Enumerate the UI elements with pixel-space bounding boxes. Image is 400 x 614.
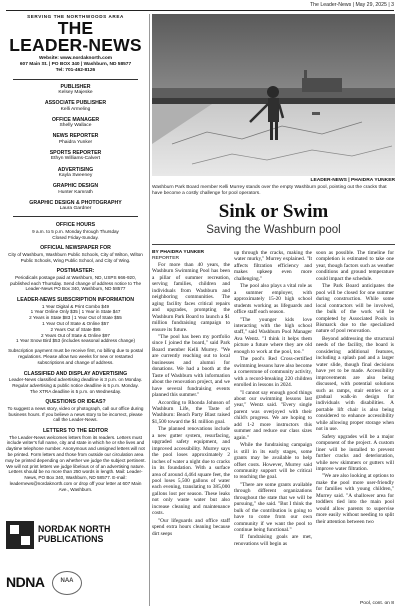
article-paragraph: "We are also looking at options to make the pool more user-friendly for families with young children," Murrey said. "A shallower area for toddlers tied into the main pool would allow parents to supervise more easily without needing to split their attention between two (316, 473, 394, 525)
photo-caption: Washburn Park Board member Kelli Murrey stands over the empty Washburn pool, pointing out the cracks that have become a costly challenge for pool operators. (152, 185, 387, 196)
staff-entry (5, 150, 146, 163)
staff-list (5, 84, 146, 213)
letters-heading: LETTERS TO THE EDITOR (43, 428, 108, 435)
subscription-text: 1 Year Digital & Print Combo $49 1 Year Online Only $35 | 1 Year in State $47 2 Years in State $83 | 1 Year Out of State $55 1 Year Out of State & Online $57 2 Years Out of State $95 2 Years Out of State & Online $97 1 Year Snow Bird $53 (includes seasonal address change) (15, 303, 135, 344)
masthead-tagline: SERVING THE NORTHWOODS AREA (27, 14, 124, 19)
staff-role: PUBLISHER (60, 83, 91, 90)
article-paragraph: According to Rhonda Johnson of Washburn Life, the Taste of Washburn: Beach Party Blast raised $1,500 toward the $1 million goal. (152, 399, 230, 425)
subscription-note: Subscription payment must be receive first, no billing due to postal regulations. Please allow two weeks for new or restarted subscriptions and change of address. (8, 348, 143, 365)
article-subhead: Saving the Washburn pool (206, 224, 341, 236)
article-paragraph: For more than 40 years, the Washburn Swimming Pool has been a pillar of summer recreation, serving families, children and individuals from Washburn and neighboring communities. The aging facility faces critical repairs and upgrades, prompting the Washburn Park Board to launch a $1 million fundraising campaign to ensure its future. (152, 262, 230, 333)
official-newspaper-heading: OFFICIAL NEWSPAPER FOR (40, 245, 111, 252)
continued-notice: Pool, cont. on 8 (360, 601, 394, 606)
header-rule (6, 10, 394, 11)
staff-name: Laura Gardner (59, 206, 92, 212)
nordak-logo-mark-icon (6, 521, 34, 549)
staff-entry (5, 183, 146, 196)
staff-role: NEWS REPORTER (52, 133, 99, 140)
publication-name: THE LEADER-NEWS (9, 18, 142, 55)
advertising-heading: CLASSIFIED AND DISPLAY ADVERTISING (23, 370, 128, 377)
staff-name: Shelly Wallace (59, 123, 92, 129)
article-paragraph: "I cannot say enough good things about our swimming lessons last year," Wentz said. "Every single parent was overjoyed with their child's progress. We are hoping to add 1-2 more instructors this summer and reduce our class sizes again." (234, 389, 312, 441)
article-paragraph: up through the cracks, making the water murky," Murrey explained. "It affects filtration efficiency and makes upkeep even more challenging." (234, 250, 312, 282)
official-newspaper-text: City of Washburn, Washburn Public Schools, City of Wilton, Wilton Public Schools, Wing Public School, and City of Wing. (8, 251, 143, 263)
article-paragraph: "There are some grants available through different organizations throughout the state that we will be pursuing," she said. "But I think the bulk of the contribution is going to have to come from our own community if we want the pool to continue being functional." (234, 481, 312, 534)
byline-role: REPORTER (152, 256, 180, 261)
nordak-north-logo (6, 521, 136, 557)
page-info: The Leader-News | May 29, 2025 | 3 (309, 2, 394, 8)
info-sections (5, 222, 146, 492)
office-hours-text: 9 a.m. to 5 p.m. Monday through Thursday Closed Friday-Sunday. (32, 228, 119, 240)
staff-entry (5, 200, 146, 213)
staff-role: GRAPHIC DESIGN & PHOTOGRAPHY (29, 199, 122, 206)
article-column-3 (316, 250, 394, 600)
address-text: 607 Main St. | PO BOX 340 | Washburn, ND 58577 (19, 62, 132, 68)
website-text: Website: www.nordaknorth.com (38, 56, 113, 61)
article-paragraph: "The pool has been my portfolio since I joined the board," said Park Board member Kelli Murrey. "We are currently reaching out to local businesses and alumni for donations. We had a booth at the Taste of Washburn with information about the renovation project, and we have several fundraising events planned this summer." (152, 333, 230, 399)
letters-text: The Leader-News welcomes letters from its readers. Letters must include writer's full name, city and state in which he or she lives and daytime telephone number. Anonymous and unsigned letters will not be printed. Form letters and those from outside our circulation area may be printed depending on whether we judge the subject pertinent. We will not print letters we judge libelous or of an advertising nature. Letters should be no more than 250 words in length. Mail: Leader-News, PO Box 340, Washburn, ND 58577. E-mail: leadernews@nordaknorth.com or drop off your letter at 607 Main Ave., Washburn. (5, 434, 146, 492)
masthead-rule (13, 79, 138, 80)
article-paragraph: The pool's Red Cross-certified swimming lessons have also become a cornerstone of community activity, with a record-breaking 220 children enrolled in lessons in 2024. (234, 356, 312, 389)
staff-entry (5, 133, 146, 146)
masthead-rule (13, 216, 138, 217)
ndna-logo: NDNA (6, 574, 45, 590)
article-paragraph: soon as possible. The timeline for completion is estimated to take one year, though factors such as weather conditions and ground temperature could impact the schedule. (316, 250, 394, 282)
subscription-heading: LEADER-NEWS SUBSCRIPTION INFORMATION (17, 297, 134, 304)
article-headline: Sink or Swim (218, 201, 329, 222)
phone-text: Tel: 701-462-8126 (55, 68, 96, 74)
pool-photo (152, 14, 395, 176)
postmaster-text: Periodicals postage paid at Washburn, ND, USPS 666-920, published each Thursday. Send change of address notice to The Leader-News PO Box 340, Washburn, ND 58577 (9, 274, 141, 292)
staff-role: ASSOCIATE PUBLISHER (44, 100, 107, 107)
office-hours-heading: OFFICE HOURS (55, 222, 96, 229)
photo-credit: LEADER-NEWS | PHAIDRA YUNKER (310, 178, 395, 183)
contact-block (5, 56, 146, 75)
staff-entry (5, 100, 146, 113)
staff-name: Kelsey Majeske (58, 90, 93, 96)
staff-entry (5, 117, 146, 130)
staff-name: Hunter Kamrath (58, 189, 93, 195)
column-divider (149, 14, 150, 606)
staff-name: Kayla Sweeney (58, 173, 93, 179)
article-paragraph: The planned renovations include a new gutter system, resurfacing, upgraded safety equipment, and improved accessibility. Murrey says the pool loses approximately 2 inches of water a night due to cracks in its foundation. With a surface area of around 4,464 square feet, the pool loses 5,500 gallons of water each evening, translating to 385,000 gallons lost per season. These leaks not only waste water but also increase cleaning and maintenance costs. (152, 426, 230, 517)
article-paragraph: Beyond addressing the structural needs of the facility, the board is considering additional features, including a splash pad and a larger water slide, though final decisions have yet to be made. Accessibility improvements are also being discussed, with potential solutions such as ramps, stair entries or a gradual walk-in design for individuals with disabilities. A portable lift chair is also being considered to enhance accessibility while allowing proper storage when not in use. (316, 335, 394, 433)
staff-name: Phaidra Yunker (58, 139, 93, 145)
article-column-1 (152, 262, 230, 600)
headline-rule (152, 244, 395, 245)
staff-name: Ethyn Williams-Calvert (50, 156, 101, 162)
nordak-logo-text: NORDAK NORTH PUBLICATIONS (38, 524, 111, 544)
byline-author: BY PHAIDRA YUNKER (152, 250, 205, 255)
article-paragraph: "The younger kids love interacting with the high school staff," said Washburn Pool Manager Ava Wentz. "I think it helps them picture a future where they are old enough to work at the pool, too." (234, 316, 312, 355)
page-header (0, 0, 400, 10)
article-paragraph: Safety upgrades will be a major component of the project. A custom liner will be installed to prevent further cracks and deterioration, while new skimmers or gutters will improve water filtration. (316, 433, 394, 472)
questions-text: To suggest a news story, video or photograph, call our office during business hours. If you believe a news story to be incorrect, please call the Leader-News. (7, 405, 144, 423)
article-byline (152, 250, 230, 262)
staff-name: Kelli Armeling (60, 106, 91, 112)
article-paragraph: The pool also plays a vital role as a summer employer, with approximately 15-20 high school students working as lifeguards and office staff each season. (234, 283, 312, 316)
article-paragraph: If fundraising goals are met, renovations will begin as (234, 534, 312, 547)
article-paragraph: "Our lifeguards and office staff spend extra hours cleaning because dirt seeps (152, 517, 230, 537)
staff-role: GRAPHIC DESIGN (52, 183, 99, 190)
staff-role: SPORTS REPORTER (49, 150, 102, 157)
questions-heading: QUESTIONS OR IDEAS? (45, 399, 106, 406)
staff-entry (5, 167, 146, 180)
staff-role: OFFICE MANAGER (51, 116, 100, 123)
pool-photo-image (152, 14, 395, 176)
advertising-text: Leader-News classified advertising deadline is 3 p.m. on Monday. Regular advertising & public notice deadline is 5 p.m. Monday. The XTRA deadline is 5 p.m. on Wednesday. (8, 377, 143, 394)
article-column-2 (234, 250, 312, 600)
staff-role: ADVERTISING (57, 166, 94, 173)
postmaster-heading: POSTMASTER: (56, 268, 95, 275)
article-paragraph: The Park Board anticipates the pool will be closed for one summer during construction. While some local contractors will be involved, the bulk of the work will be completed by Associated Pools in Bismarck due to the specialized nature of pool renovation. (316, 283, 394, 335)
naa-logo: NAA (52, 571, 82, 595)
staff-entry (5, 84, 146, 97)
article-paragraph: While the fundraising campaign is still in its early stages, some grants may be available to help offset costs. However, Murrey said community support will be critical to reaching the goal. (234, 442, 312, 481)
